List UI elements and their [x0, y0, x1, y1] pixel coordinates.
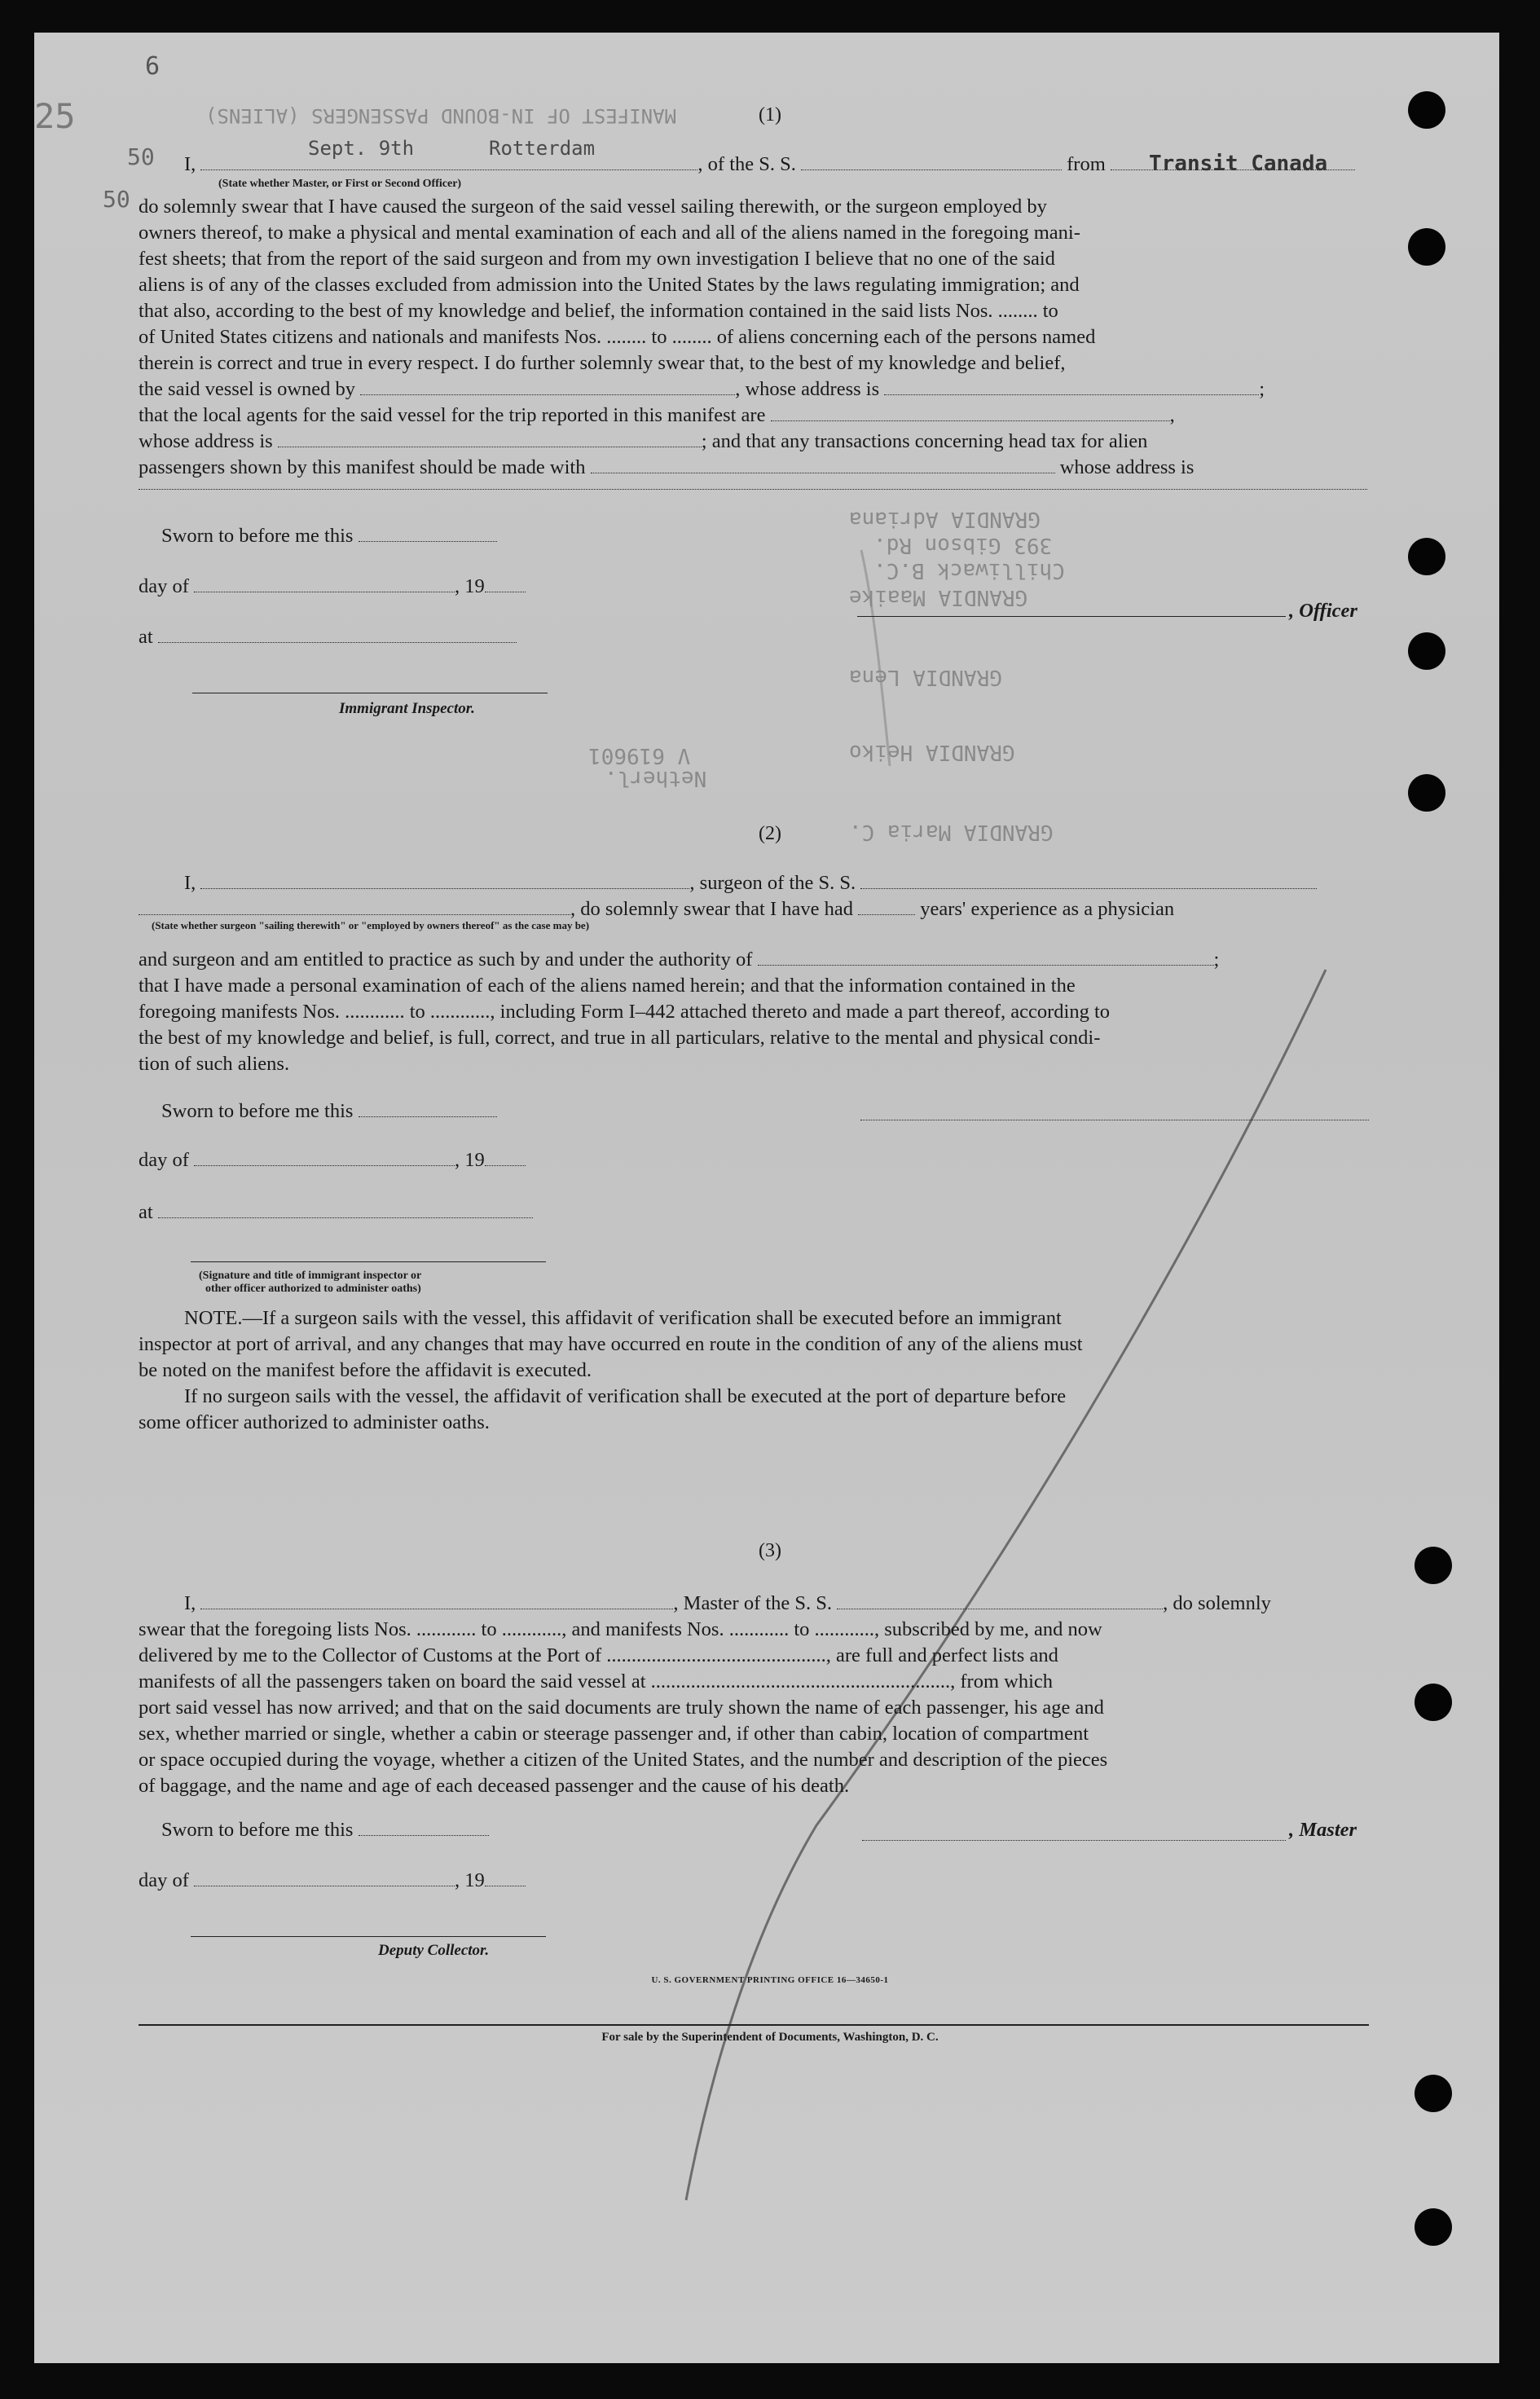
section2-body-line: that I have made a personal examination of each of the aliens named herein; and that the information contained in the	[139, 975, 1076, 997]
section3-year: 19	[464, 1869, 485, 1891]
section2-note-line: inspector at port of arrival, and any changes that may have occurred en route in the condition of any of the aliens must	[139, 1333, 1083, 1355]
section3-sworn: Sworn to before me this	[161, 1819, 354, 1841]
section1-whose-address-end: whose address is	[1059, 456, 1195, 478]
section2-body-line: tion of such aliens.	[139, 1053, 290, 1075]
section1-i: I,	[184, 153, 196, 175]
section2-i: I,	[184, 872, 196, 894]
printing-office: U. S. GOVERNMENT PRINTING OFFICE 16—34650-1	[651, 1975, 889, 1985]
section2-do-solemnly: , do solemnly swear that I have had	[570, 898, 853, 920]
section2-signature-line	[191, 1261, 546, 1262]
section3-collector-line	[191, 1936, 546, 1937]
section1-at: at	[139, 626, 153, 648]
section2-years-exp: years' experience as a physician	[920, 898, 1175, 920]
section1-from: from	[1067, 153, 1106, 175]
section1-address-fill	[139, 474, 1367, 490]
section2-day-row: day of , 19	[139, 1147, 526, 1173]
section1-number: (1)	[759, 104, 781, 125]
section2-sworn: Sworn to before me this	[161, 1100, 354, 1122]
section1-body-line: that also, according to the best of my knowledge and belief, the information contained in the said lists Nos. ........ to	[139, 300, 1058, 322]
section1-body-line: owners thereof, to make a physical and mental examination of each and all of the aliens named in the foregoing mani-	[139, 222, 1080, 244]
section2-day-of: day of	[139, 1149, 189, 1171]
corner-mark: 6	[145, 52, 161, 81]
section3-day-of: day of	[139, 1869, 189, 1891]
section1-owned-by-row: the said vessel is owned by , whose address is ;	[139, 378, 1265, 400]
section1-sworn: Sworn to before me this	[161, 525, 354, 547]
handwritten-vessel: Rotterdam	[489, 137, 596, 160]
section2-number: (2)	[759, 823, 781, 844]
section1-day-of: day of	[139, 575, 189, 597]
section2-body-line: foregoing manifests Nos. ............ to ............, including Form I–442 attached thereto and made a part thereof, according to	[139, 1001, 1111, 1023]
section1-transactions: ; and that any transactions concerning head tax for alien	[701, 430, 1148, 452]
section2-note-line: If no surgeon sails with the vessel, the affidavit of verification shall be executed at the port of departure before	[184, 1385, 1067, 1407]
section1-at-row	[139, 624, 517, 649]
bleed-through-nationality: Netherl.	[605, 766, 707, 790]
section2-authority-row: and surgeon and am entitled to practice as such by and under the authority of ;	[139, 949, 1220, 971]
section3-deputy-collector: Deputy Collector.	[378, 1942, 490, 1959]
section2-note-line: some officer authorized to administer oaths.	[139, 1411, 490, 1433]
section3-number: (3)	[759, 1540, 781, 1561]
section1-agents-row: that the local agents for the said vessel for the trip reported in this manifest are ,	[139, 404, 1175, 426]
section3-body-line: swear that the foregoing lists Nos. ............ to ............, and manifests Nos. ............ to ............, subscribed by me, and now	[139, 1618, 1102, 1640]
section1-passengers: passengers shown by this manifest should be made with	[139, 456, 586, 478]
section1-sworn-row	[161, 523, 497, 548]
section1-day-row: day of , 19	[139, 574, 526, 599]
bleed-through-name: GRANDIA Maaike	[849, 585, 1028, 610]
section2-header-row	[184, 870, 1317, 896]
section2-note-line: be noted on the manifest before the affidavit is executed.	[139, 1359, 592, 1381]
section1-officer: , Officer	[1289, 600, 1357, 622]
bleed-through-name: GRANDIA Maria C.	[849, 820, 1054, 844]
footer-rule	[139, 2024, 1369, 2026]
section1-address: whose address is	[139, 430, 273, 452]
corner-number: 50	[103, 186, 130, 213]
section2-note-line: NOTE.—If a surgeon sails with the vessel, this affidavit of verification shall be executed before an immigrant	[184, 1307, 1062, 1329]
section2-year: 19	[464, 1149, 485, 1171]
section1-body-line: aliens is of any of the classes excluded from admission into the United States by the laws regulating immigration; and	[139, 274, 1080, 296]
section3-master-of: , Master of the S. S.	[673, 1592, 833, 1614]
section2-body-line: the best of my knowledge and belief, is full, correct, and true in all particulars, relative to the mental and physical condi-	[139, 1027, 1101, 1049]
section3-master-fill	[862, 1825, 1286, 1841]
bleed-through-name: GRANDIA Lena	[849, 665, 1002, 689]
section3-header-row	[184, 1591, 1271, 1616]
section1-officer-line	[857, 616, 1286, 617]
section3-body-line: or space occupied during the voyage, whether a citizen of the United States, and the number and description of the pieces	[139, 1749, 1108, 1771]
section2-sig-caption-2: other officer authorized to administer oaths)	[205, 1283, 421, 1295]
section3-i: I,	[184, 1592, 196, 1614]
section1-body-line: fest sheets; that from the report of the said surgeon and from my own investigation I believe that no one of the said	[139, 248, 1055, 270]
bleed-through-name: GRANDIA Heiko	[849, 740, 1015, 764]
section2-at-row	[139, 1200, 533, 1225]
section1-of-the-ss: , of the S. S.	[697, 153, 796, 175]
section3-do-solemnly: , do solemnly	[1163, 1592, 1271, 1614]
section3-body-line: port said vessel has now arrived; and that on the said documents are truly shown the name of each passenger, his age and	[139, 1697, 1104, 1719]
section2-sig-caption-1: (Signature and title of immigrant inspector or	[199, 1270, 422, 1282]
section1-body-line: of United States citizens and nationals and manifests Nos. ........ to ........ of aliens concerning each of the persons named	[139, 326, 1096, 348]
corner-number: 50	[127, 143, 155, 170]
section1-body-line: therein is correct and true in every respect. I do further solemnly swear that, to the best of my knowledge and belief,	[139, 352, 1066, 374]
handwritten-from: Transit Canada	[1149, 152, 1328, 176]
bleed-through-visa: V 619601	[588, 743, 691, 768]
section1-year: 19	[464, 575, 485, 597]
section3-body-line: of baggage, and the name and age of each deceased passenger and the cause of his death.	[139, 1775, 850, 1797]
section1-caption: (State whether Master, or First or Second Officer)	[218, 178, 462, 190]
section1-owned-by: the said vessel is owned by	[139, 378, 356, 400]
bleed-through-city: Chilliwack B.C.	[873, 558, 1065, 583]
section1-immigrant-inspector: Immigrant Inspector.	[339, 700, 475, 717]
section2-header-row2	[139, 896, 1174, 922]
section1-agents: that the local agents for the said vessel for the trip reported in this manifest are	[139, 404, 766, 426]
section3-body-line: delivered by me to the Collector of Customs at the Port of ............................................, are full and perfect lists and	[139, 1644, 1058, 1666]
section2-surgeon-of: , surgeon of the S. S.	[689, 872, 856, 894]
bleed-through-name: GRANDIA Adriana	[849, 507, 1041, 531]
bleed-through-header: MANIFEST OF IN-BOUND PASSENGERS (ALIENS)	[205, 104, 676, 127]
section2-signature-fill	[860, 1105, 1369, 1120]
section2-authority: and surgeon and am entitled to practice as such by and under the authority of	[139, 949, 753, 971]
section2-sworn-row	[161, 1098, 497, 1124]
corner-number: 25	[34, 96, 76, 136]
section1-whose-address: , whose address is	[735, 378, 880, 400]
for-sale-note: For sale by the Superintendent of Documents, Washington, D. C.	[601, 2031, 939, 2044]
section2-at: at	[139, 1201, 153, 1223]
section3-day-row: day of , 19	[139, 1868, 526, 1893]
handwritten-date: Sept. 9th	[308, 137, 415, 160]
section1-address-row	[139, 429, 1147, 454]
section2-caption: (State whether surgeon "sailing therewith" or "employed by owners thereof" as the case may be)	[152, 919, 590, 931]
section1-body-line: do solemnly swear that I have caused the surgeon of the said vessel sailing therewith, or the surgeon employed by	[139, 196, 1047, 218]
section3-sworn-row	[161, 1817, 489, 1842]
section3-body-line: manifests of all the passengers taken on board the said vessel at ............................................................, from which	[139, 1670, 1054, 1693]
section3-master: , Master	[1289, 1819, 1357, 1841]
section3-body-line: sex, whether married or single, whether a cabin or steerage passenger and, if other than cabin, location of compartment	[139, 1723, 1089, 1745]
bleed-through-address: 393 Gibson Rd.	[873, 533, 1053, 557]
